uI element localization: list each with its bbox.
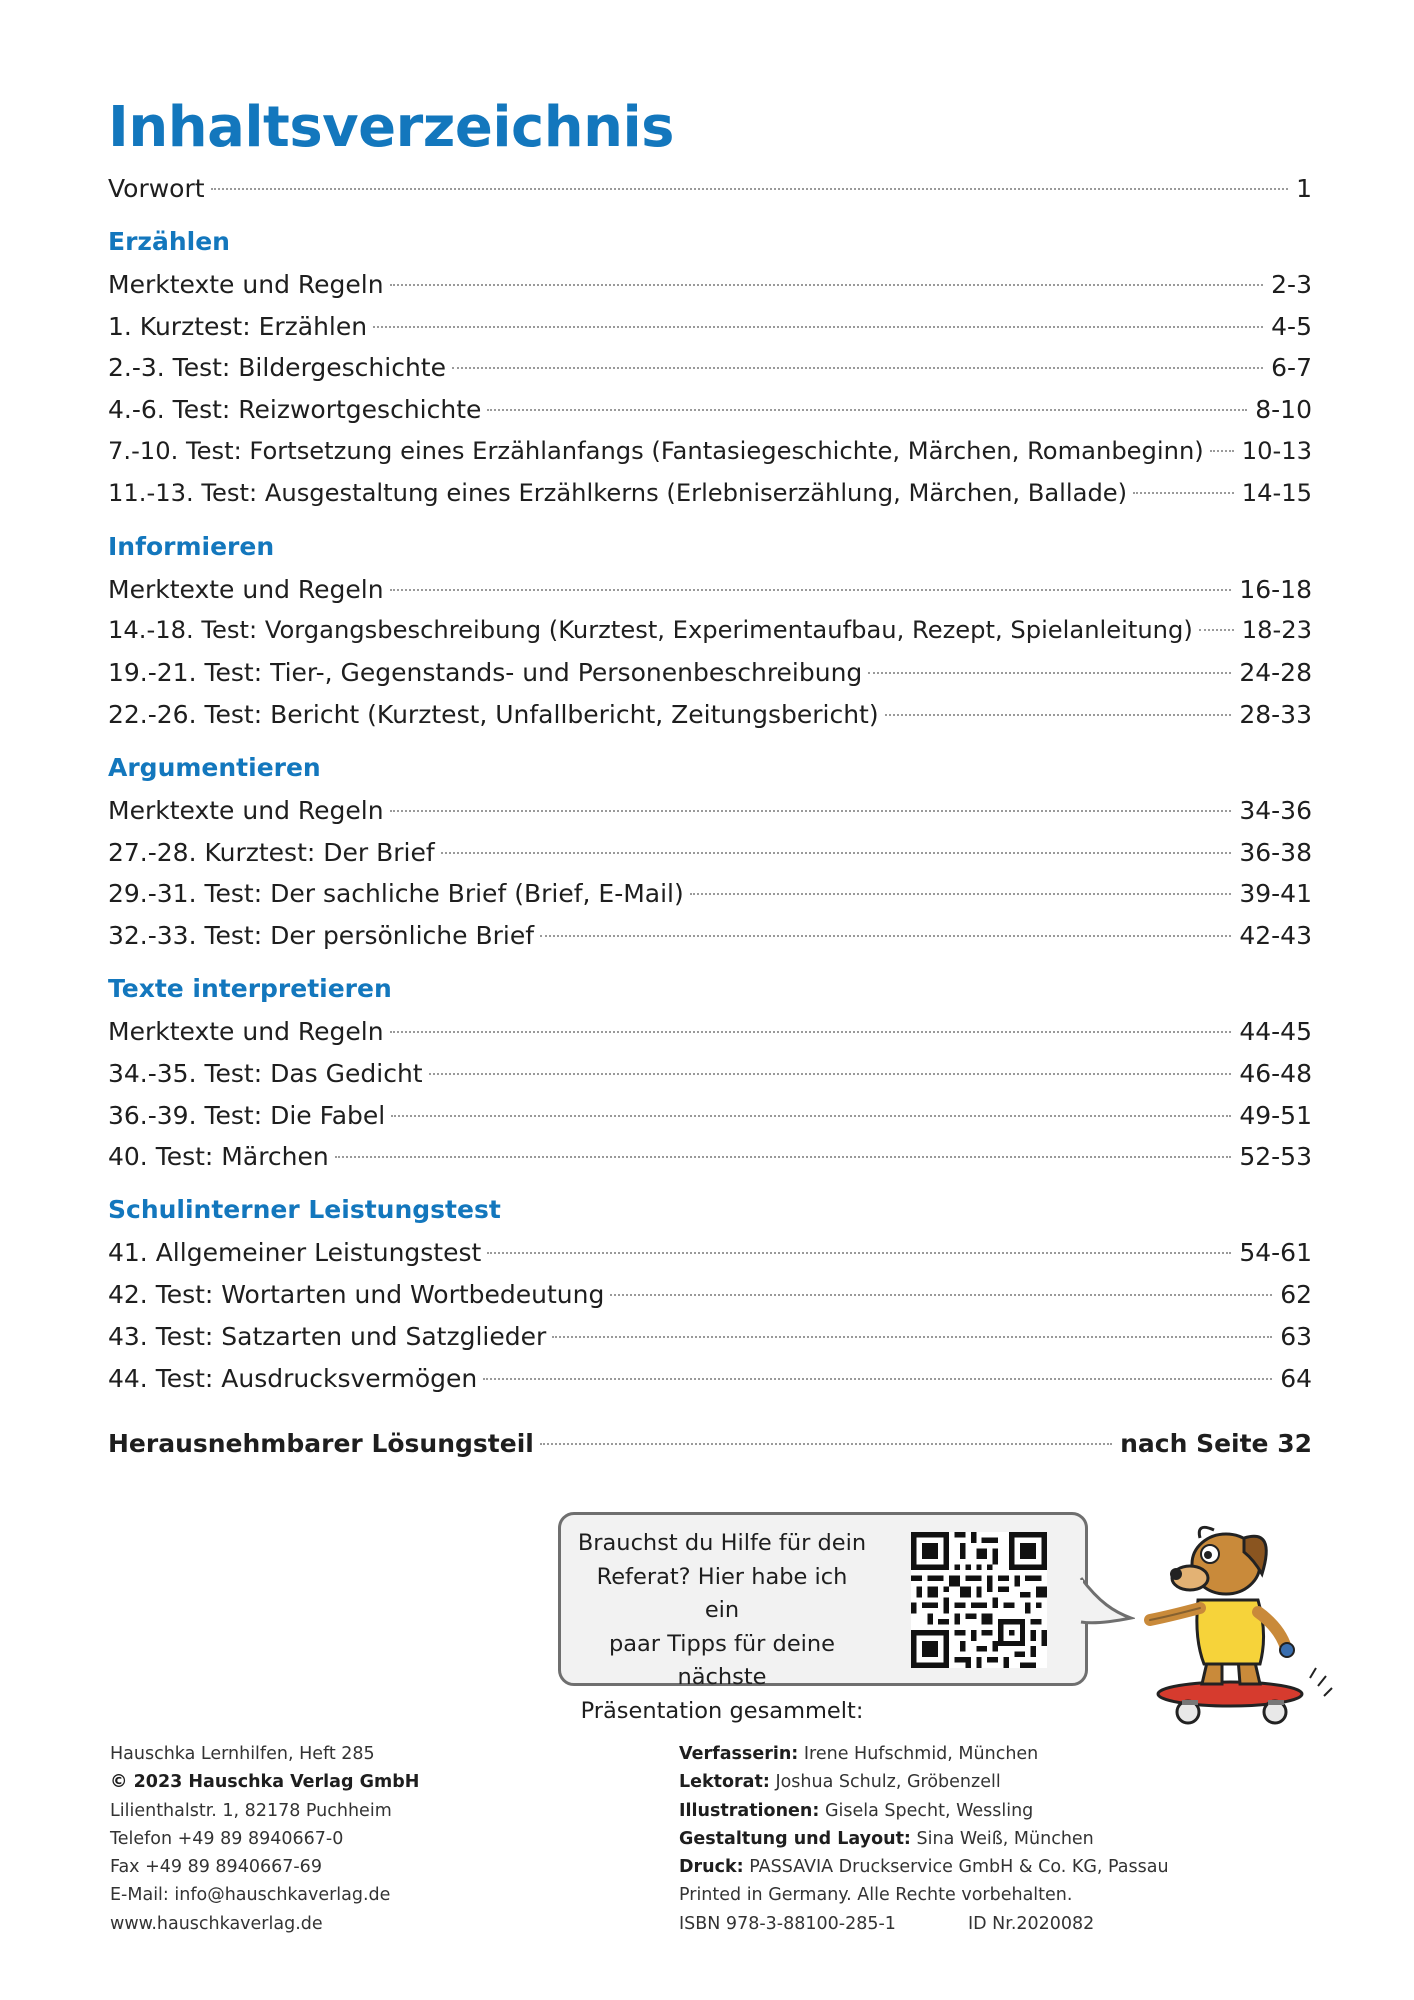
credit-line xyxy=(679,1797,1169,1825)
toc-entry-label: Vorwort xyxy=(108,174,205,203)
credits xyxy=(679,1740,1169,1938)
dog-on-skateboard-illustration xyxy=(1130,1508,1340,1748)
dot-leader xyxy=(390,1031,1232,1033)
toc-entry-label: 27.-28. Kurztest: Der Brief xyxy=(108,837,435,867)
toc-entry-page: 52-53 xyxy=(1239,1142,1312,1172)
toc-entry[interactable] xyxy=(108,347,1312,389)
section-heading-erzaehlen: Erzählen xyxy=(108,226,230,256)
toc-entry[interactable] xyxy=(108,264,1312,306)
credit-value: PASSAVIA Druckservice GmbH & Co. KG, Passau xyxy=(749,1857,1169,1878)
toc-entry-page: 54-61 xyxy=(1239,1238,1312,1268)
toc-entry-page: 16-18 xyxy=(1239,574,1312,604)
toc-entry-page: 39-41 xyxy=(1239,879,1312,909)
toc-entry-label: Merktexte und Regeln xyxy=(108,1016,384,1046)
toc-entry-label: 41. Allgemeiner Leistungstest xyxy=(108,1238,482,1268)
toc-entry[interactable] xyxy=(108,790,1312,832)
dot-leader xyxy=(483,1378,1272,1380)
qr-code[interactable] xyxy=(911,1532,1047,1668)
toc-entry-label: 7.-10. Test: Fortsetzung eines Erzählanfangs (Fantasiegeschichte, Märchen, Romanbeginn) xyxy=(108,436,1204,465)
credit-value: Gisela Specht, Wessling xyxy=(824,1800,1034,1821)
printed-note: Printed in Germany. Alle Rechte vorbehalten. xyxy=(679,1885,1073,1906)
bubble-line: Referat? Hier habe ich ein xyxy=(596,1563,848,1623)
toc-entry-label: 4.-6. Test: Reizwortgeschichte xyxy=(108,395,482,425)
toc-entry[interactable] xyxy=(108,915,1312,957)
toc-entry-label: 42. Test: Wortarten und Wortbedeutung xyxy=(108,1279,605,1309)
dot-leader xyxy=(335,1156,1232,1158)
toc-entry-page: 24-28 xyxy=(1239,658,1312,688)
website-link[interactable]: www.hauschkaverlag.de xyxy=(110,1913,323,1934)
toc-entry-page: 49-51 xyxy=(1239,1100,1312,1130)
dot-leader xyxy=(487,409,1247,411)
bubble-line: Brauchst du Hilfe für dein xyxy=(577,1530,867,1556)
toc-entry-label: 44. Test: Ausdrucksvermögen xyxy=(108,1363,478,1393)
toc-entry-label: Merktexte und Regeln xyxy=(108,574,384,604)
toc-entry[interactable] xyxy=(108,389,1312,431)
toc-entry-page: 8-10 xyxy=(1255,395,1312,425)
bubble-text xyxy=(577,1527,867,1728)
toc-entry[interactable] xyxy=(108,1136,1312,1178)
email[interactable]: E-Mail: info@hauschkaverlag.de xyxy=(110,1885,391,1906)
publisher-imprint xyxy=(110,1740,419,1938)
credit-label: Illustrationen: xyxy=(679,1800,820,1821)
credit-label: Verfasserin: xyxy=(679,1744,799,1764)
toc-entry[interactable] xyxy=(108,694,1312,736)
toc-entry-label: 19.-21. Test: Tier-, Gegenstands- und Personenbeschreibung xyxy=(108,658,863,688)
dot-leader xyxy=(441,852,1232,854)
toc-entry-label: 29.-31. Test: Der sachliche Brief (Brief, E-Mail) xyxy=(108,879,684,909)
toc-entry-page: 46-48 xyxy=(1239,1058,1312,1088)
toc-entry-label: 34.-35. Test: Das Gedicht xyxy=(108,1058,423,1088)
toc-entry-label: 22.-26. Test: Bericht (Kurztest, Unfallbericht, Zeitungsbericht) xyxy=(108,699,879,729)
toc-entry-page: 36-38 xyxy=(1239,837,1312,867)
dot-leader xyxy=(452,367,1263,369)
toc-entry-page: 63 xyxy=(1280,1321,1312,1351)
toc-entry-page: 18-23 xyxy=(1241,616,1312,645)
fax: Fax +49 89 8940667-69 xyxy=(110,1857,322,1878)
toc-entry[interactable] xyxy=(108,1358,1312,1400)
id-number: ID Nr.2020082 xyxy=(967,1913,1095,1934)
dot-leader xyxy=(211,188,1289,190)
toc-entry-page: 42-43 xyxy=(1239,921,1312,951)
bubble-tail xyxy=(1079,1572,1135,1632)
toc-entry-label: 36.-39. Test: Die Fabel xyxy=(108,1100,386,1130)
toc-entry-label: Merktexte und Regeln xyxy=(108,269,384,299)
toc-entry-label: 2.-3. Test: Bildergeschichte xyxy=(108,353,446,383)
toc-entry-page: 44-45 xyxy=(1239,1016,1312,1046)
toc-entry-page: 6-7 xyxy=(1271,353,1312,383)
credit-line xyxy=(679,1853,1169,1881)
toc-entry-preface[interactable] xyxy=(108,168,1312,210)
section-heading-argumentieren: Argumentieren xyxy=(108,752,321,782)
page-title: Inhaltsverzeichnis xyxy=(108,95,674,160)
dot-leader xyxy=(391,1115,1231,1117)
dot-leader xyxy=(390,284,1264,286)
dot-leader xyxy=(540,935,1231,937)
dot-leader xyxy=(868,672,1231,674)
dot-leader xyxy=(429,1073,1232,1075)
address: Lilienthalstr. 1, 82178 Puchheim xyxy=(110,1800,392,1821)
bubble-line: paar Tipps für deine nächste xyxy=(608,1630,836,1690)
dot-leader xyxy=(1210,450,1234,452)
dot-leader xyxy=(1133,492,1234,494)
credit-value: Sina Weiß, München xyxy=(916,1828,1094,1849)
phone: Telefon +49 89 8940667-0 xyxy=(110,1828,344,1849)
toc-entry[interactable] xyxy=(108,1011,1312,1053)
isbn: ISBN 978-3-88100-285-1 xyxy=(679,1913,896,1934)
toc-entry-solutions[interactable] xyxy=(108,1423,1312,1465)
toc-entry-label: 1. Kurztest: Erzählen xyxy=(108,311,368,341)
section-heading-texte-interpretieren: Texte interpretieren xyxy=(108,973,392,1003)
section-heading-informieren: Informieren xyxy=(108,531,275,561)
toc-entry[interactable] xyxy=(108,1232,1312,1274)
toc-entry-page: 28-33 xyxy=(1239,699,1312,729)
credit-line xyxy=(679,1825,1169,1853)
toc-entry-page: 2-3 xyxy=(1271,269,1312,299)
toc-entry-page: 10-13 xyxy=(1241,436,1312,465)
section-heading-leistungstest: Schulinterner Leistungstest xyxy=(108,1195,501,1225)
toc-entry[interactable] xyxy=(108,1274,1312,1316)
toc-entry[interactable] xyxy=(108,431,1312,473)
toc-entry-label: 43. Test: Satzarten und Satzglieder xyxy=(108,1321,547,1351)
dot-leader xyxy=(390,810,1232,812)
bubble-line: Präsentation gesammelt: xyxy=(580,1697,864,1724)
toc-entry-label: 11.-13. Test: Ausgestaltung eines Erzählkerns (Erlebniserzählung, Märchen, Ballade) xyxy=(108,478,1128,507)
credit-label: Lektorat: xyxy=(679,1772,770,1793)
toc-entry-page: 34-36 xyxy=(1239,795,1312,825)
toc-entry-label: 32.-33. Test: Der persönliche Brief xyxy=(108,921,535,951)
dot-leader xyxy=(885,714,1232,716)
isbn-line xyxy=(679,1910,1169,1938)
toc-entry-page: 4-5 xyxy=(1271,311,1312,341)
toc-entry-page: nach Seite 32 xyxy=(1120,1429,1312,1459)
toc-entry[interactable] xyxy=(108,610,1312,652)
toc-entry-page: 1 xyxy=(1296,174,1312,203)
dot-leader xyxy=(540,1443,1112,1445)
toc-entry[interactable] xyxy=(108,569,1312,611)
toc-entry-page: 62 xyxy=(1280,1279,1312,1309)
credit-line xyxy=(679,1740,1169,1768)
toc-entry[interactable] xyxy=(108,832,1312,874)
copyright: © 2023 Hauschka Verlag GmbH xyxy=(110,1772,420,1793)
toc-entry-label: 40. Test: Märchen xyxy=(108,1142,329,1172)
toc-entry[interactable] xyxy=(108,1316,1312,1358)
credit-value: Joshua Schulz, Gröbenzell xyxy=(775,1772,1001,1793)
toc-entry-page: 64 xyxy=(1280,1363,1312,1393)
credit-label: Druck: xyxy=(679,1857,744,1878)
dot-leader xyxy=(390,589,1232,591)
toc-entry-page: 14-15 xyxy=(1241,478,1312,507)
toc-entry-label: 14.-18. Test: Vorgangsbeschreibung (Kurztest, Experimentaufbau, Rezept, Spielanleitung) xyxy=(108,616,1193,645)
dot-leader xyxy=(552,1336,1272,1338)
credit-value: Irene Hufschmid, München xyxy=(803,1744,1039,1764)
table-of-contents xyxy=(108,168,1312,1465)
dot-leader xyxy=(373,326,1263,328)
toc-entry[interactable] xyxy=(108,306,1312,348)
toc-entry[interactable] xyxy=(108,473,1312,515)
toc-entry[interactable] xyxy=(108,1095,1312,1137)
credit-label: Gestaltung und Layout: xyxy=(679,1828,911,1849)
toc-entry[interactable] xyxy=(108,652,1312,694)
toc-entry-label: Herausnehmbarer Lösungsteil xyxy=(108,1429,534,1459)
credit-line xyxy=(679,1768,1169,1796)
toc-entry[interactable] xyxy=(108,873,1312,915)
toc-entry-label: Merktexte und Regeln xyxy=(108,795,384,825)
dot-leader xyxy=(690,893,1232,895)
dot-leader xyxy=(1199,629,1234,631)
toc-entry[interactable] xyxy=(108,1053,1312,1095)
series-info: Hauschka Lernhilfen, Heft 285 xyxy=(110,1744,375,1764)
dot-leader xyxy=(487,1252,1231,1254)
dot-leader xyxy=(610,1294,1272,1296)
